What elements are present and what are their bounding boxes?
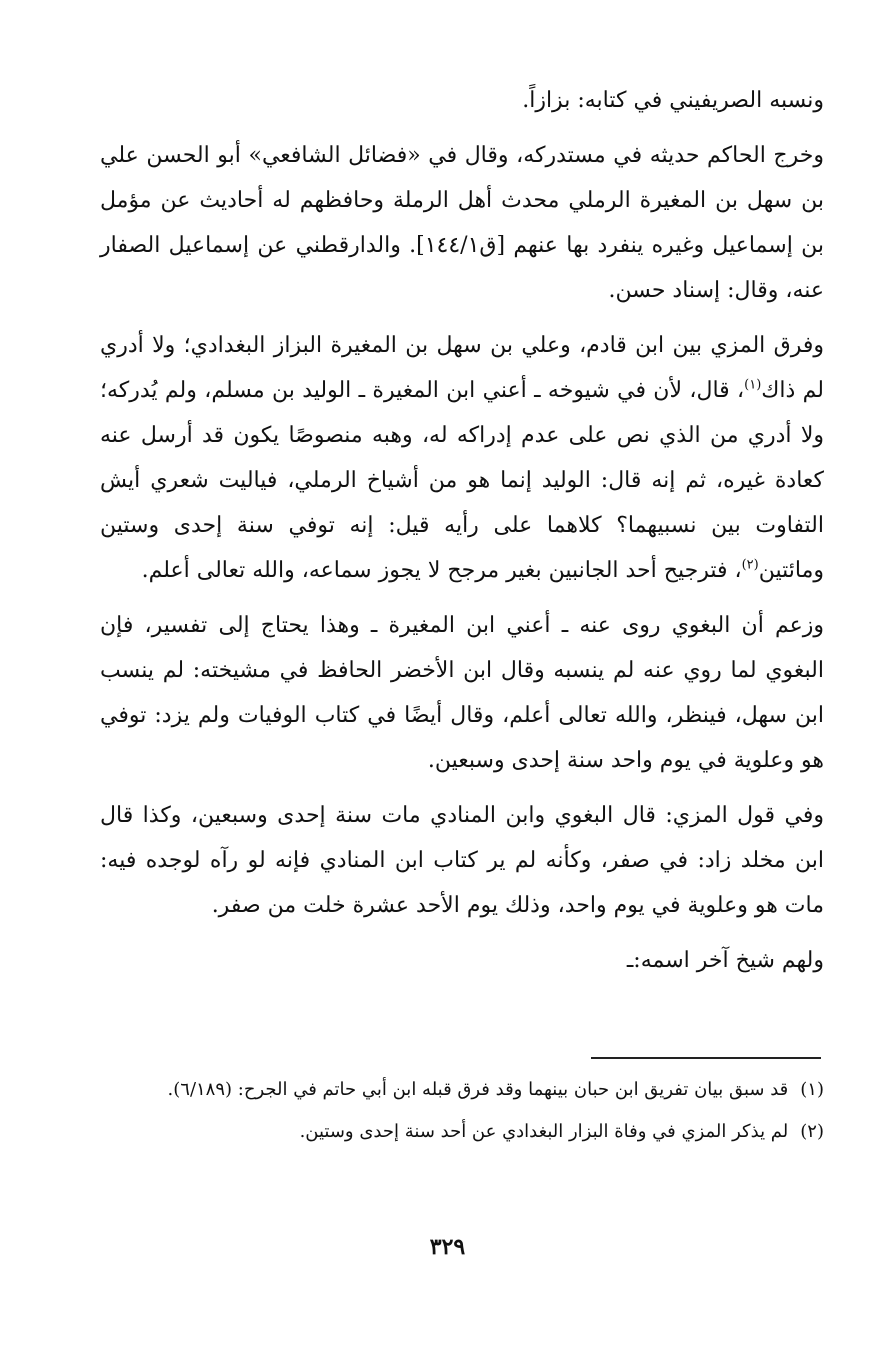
footnote-1: [100, 1072, 824, 1108]
paragraph-3: [100, 323, 824, 593]
footnote-1-text: قد سبق بيان تفريق ابن حبان بينهما وقد فرق قبله ابن أبي حاتم في الجرح: (٦/١٨٩).: [167, 1079, 789, 1100]
footnote-2: [100, 1114, 824, 1150]
footnote-2-number: (٢): [800, 1121, 824, 1142]
footnote-ref-2[interactable]: (٢): [741, 557, 759, 573]
main-text: [100, 78, 824, 993]
paragraph-4: وزعم أن البغوي روى عنه ـ أعني ابن المغيرة ـ وهذا يحتاج إلى تفسير، فإن البغوي لما روي عنه لم ينسبه وقال ابن الأخضر الحافظ في مشيخته: لم ينسب ابن سهل، فينظر، والله تعالى أعلم، وقال أيضًا في كتاب الوفيات ولم يزد: توفي هو وعلوية في يوم واحد سنة إحدى وسبعين.: [100, 613, 824, 773]
paragraph-3-part-b: ، قال، لأن في شيوخه ـ أعني ابن المغيرة ـ الوليد بن مسلم، ولم يُدركه؛ ولا أدري من الذي نص على عدم إدراكه له، وهبه منصوصًا يكون قد أرسل عنه كعادة غيره، ثم إنه قال: الوليد إنما هو من أشياخ الرملي، فياليت شعري أيش التفاوت بين نسبيهما؟ كلاهما على رأيه قيل: إنه توفي سنة إحدى وستين ومائتين: [100, 378, 824, 583]
paragraph-3-part-c: ، فترجيح أحد الجانبين بغير مرجح لا يجوز سماعه، والله تعالى أعلم.: [141, 558, 742, 583]
paragraph-1: ونسبه الصريفيني في كتابه: بزازاً.: [522, 88, 824, 113]
footnote-1-number: (١): [800, 1079, 824, 1100]
paragraph-6: ولهم شيخ آخر اسمه:ـ: [626, 948, 824, 973]
footnote-ref-1[interactable]: (١): [744, 377, 762, 393]
footnote-separator: [591, 1057, 821, 1059]
paragraph-2: وخرج الحاكم حديثه في مستدركه، وقال في «فضائل الشافعي» أبو الحسن علي بن سهل بن المغيرة الرملي محدث أهل الرملة وحافظهم له أحاديث عن مؤمل بن إسماعيل وغيره ينفرد بها عنهم [ق١٤٤/١]. والدارقطني عن إسماعيل الصفار عنه، وقال: إسناد حسن.: [100, 143, 824, 303]
paragraph-5: وفي قول المزي: قال البغوي وابن المنادي مات سنة إحدى وسبعين، وكذا قال ابن مخلد زاد: في صفر، وكأنه لم ير كتاب ابن المنادي فإنه لو رآه لوجده فيه: مات هو وعلوية في يوم واحد، وذلك يوم الأحد عشرة خلت من صفر.: [100, 803, 824, 918]
footnote-2-text: لم يذكر المزي في وفاة البزار البغدادي عن أحد سنة إحدى وستين.: [299, 1121, 789, 1142]
footnotes: [100, 1072, 824, 1156]
paragraph-3-part-a: وفرق المزي بين ابن قادم، وعلي بن سهل بن المغيرة البزاز البغدادي؛ ولا أدري لم ذاك: [100, 333, 825, 403]
page-number: ٣٢٩: [429, 1234, 466, 1260]
